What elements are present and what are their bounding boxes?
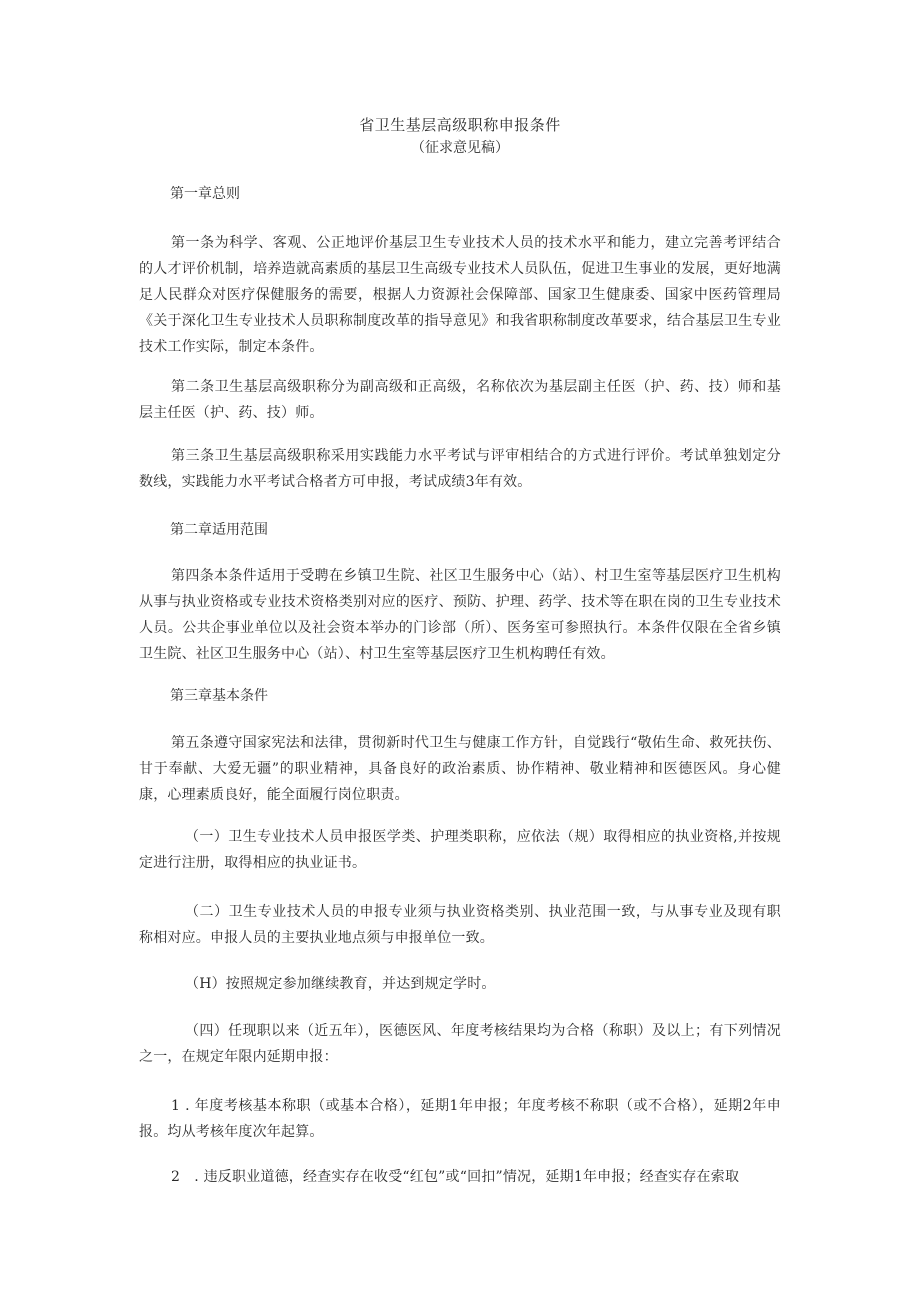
item-1-paragraph: （一）卫生专业技术人员申报医学类、护理类职称，应依法（规）取得相应的执业资格,并按规定进行注册，取得相应的执业证书。 [139,829,781,871]
item-4-paragraph: （四）任现职以来（近五年），医德医风、年度考核结果均为合格（称职）及以上；有下列情况之一，在规定年限内延期申报： [139,1023,781,1065]
sub-item-2-paragraph: 2 . 违反职业道德，经查实存在收受“红包”或“回扣”情况，延期1年申报；经查实存在索取 [171,1169,740,1185]
article-2-paragraph: 第二条卫生基层高级职称分为副高级和正高级，名称依次为基层副主任医（护、药、技）师和基层主任医（护、药、技）师。 [139,379,781,421]
article-3-paragraph: 第三条卫生基层高级职称采用实践能力水平考试与评审相结合的方式进行评价。考试单独划定分数线，实践能力水平考试合格者方可申报，考试成绩3年有效。 [139,448,781,490]
article-1-paragraph: 第一条为科学、客观、公正地评价基层卫生专业技术人员的技术水平和能力，建立完善考评结合的人才评价机制，培养造就高素质的基层卫生高级专业技术人员队伍，促进卫生事业的发展，更好地满足人民群众对医疗保健服务的需要，根据人力资源社会保障部、国家卫生健康委、国家中医药管理局《关于深化卫生专业技术人员职称制度改革的指导意见》和我省职称制度改革要求，结合基层卫生专业技术工作实际，制定本条件。 [139,235,781,355]
item-2-paragraph: （二）卫生专业技术人员的申报专业须与执业资格类别、执业范围一致，与从事专业及现有职称相对应。申报人员的主要执业地点须与申报单位一致。 [139,904,781,946]
article-5-paragraph: 第五条遵守国家宪法和法律，贯彻新时代卫生与健康工作方针，自觉践行“敬佑生命、救死扶伤、甘于奉献、大爱无疆”的职业精神，具备良好的政治素质、协作精神、敬业精神和医德医风。身心健康，心理素质良好，能全面履行岗位职责。 [139,735,781,803]
document-subtitle: （征求意见稿） [411,140,509,156]
article-4-paragraph: 第四条本条件适用于受聘在乡镇卫生院、社区卫生服务中心（站）、村卫生室等基层医疗卫生机构从事与执业资格或专业技术资格类别对应的医疗、预防、护理、药学、技术等在职在岗的卫生专业技术人员。公共企事业单位以及社会资本举办的门诊部（所）、医务室可参照执行。本条件仅限在全省乡镇卫生院、社区卫生服务中心（站）、村卫生室等基层医疗卫生机构聘任有效。 [139,568,781,662]
document-title: 省卫生基层高级职称申报条件 [359,116,561,134]
chapter-2-heading: 第二章适用范围 [170,522,268,538]
chapter-1-heading: 第一章总则 [170,186,240,202]
item-3-paragraph: （H）按照规定参加继续教育，并达到规定学时。 [185,976,496,992]
sub-item-1-paragraph: 1 . 年度考核基本称职（或基本合格），延期1年申报；年度考核不称职（或不合格），延期2年申报。均从考核年度次年起算。 [139,1098,781,1140]
chapter-3-heading: 第三章基本条件 [170,688,268,704]
